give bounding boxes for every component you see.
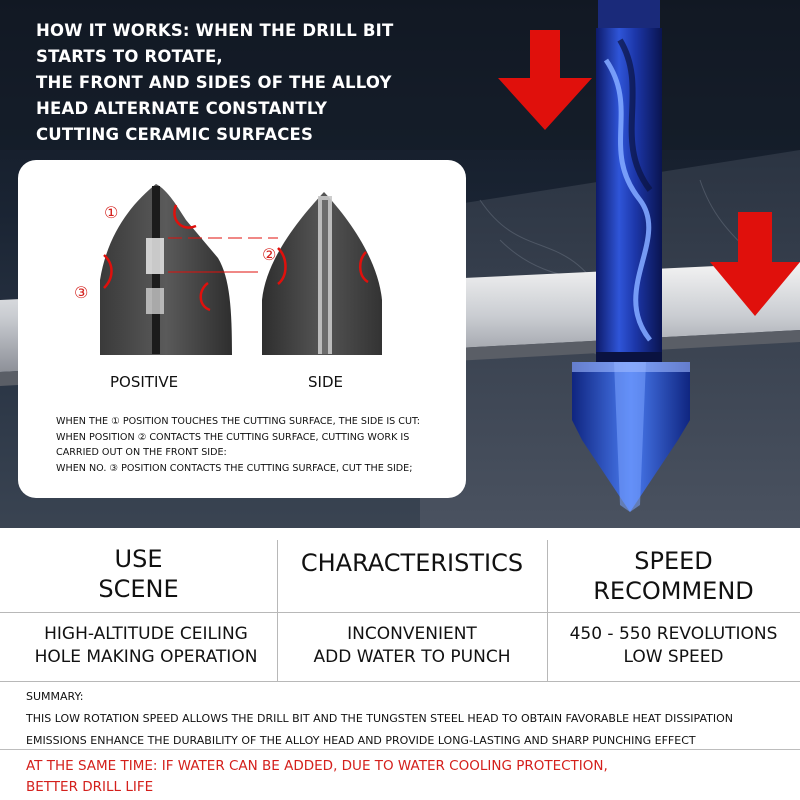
diagram-notes [56,414,466,476]
value-line: 450 - 550 REVOLUTIONS [569,624,778,644]
headline-line: HOW IT WORKS: WHEN THE DRILL BIT [36,21,394,40]
table-divider [0,681,800,682]
summary-divider [0,749,800,750]
note-line: WHEN THE ① POSITION TOUCHES THE CUTTING SURFACE, THE SIDE IS CUT: [56,416,421,427]
marker-1: ① [104,203,119,222]
note-line: CARRIED OUT ON THE FRONT SIDE: [56,447,227,458]
headline [36,18,506,148]
header-line: RECOMMEND [593,577,754,605]
note-line: WHEN POSITION ② CONTACTS THE CUTTING SURFACE, CUTTING WORK IS [56,431,410,443]
table-divider [0,612,800,613]
summary-line: THIS LOW ROTATION SPEED ALLOWS THE DRILL BIT AND THE TUNGSTEN STEEL HEAD TO OBTAIN FAVORABLE HEAT DISSIPATION [26,712,733,725]
value-line: LOW SPEED [623,647,724,667]
summary-block [26,686,786,752]
value-line: ADD WATER TO PUNCH [313,647,511,667]
note-line: WHEN NO. ③ POSITION CONTACTS THE CUTTING SURFACE, CUT THE SIDE; [56,462,413,474]
warning-block [26,756,786,798]
marker-3: ③ [74,283,89,302]
header-speed-recommend [547,546,800,606]
summary-line: EMISSIONS ENHANCE THE DURABILITY OF THE ALLOY HEAD AND PROVIDE LONG-LASTING AND SHARP PUNCHING EFFECT [26,734,696,747]
header-use-scene [0,544,277,604]
value-line: HIGH-ALTITUDE CEILING [44,624,248,644]
side-view [262,192,382,355]
header-line: SCENE [98,575,179,603]
label-positive: POSITIVE [110,373,179,391]
value-use-scene [0,623,292,669]
label-side: SIDE [308,373,343,391]
header-line: USE [114,545,163,573]
warning-line: AT THE SAME TIME: IF WATER CAN BE ADDED, DUE TO WATER COOLING PROTECTION, [26,758,608,774]
headline-line: HEAD ALTERNATE CONSTANTLY [36,99,328,118]
headline-line: CUTTING CERAMIC SURFACES [36,125,314,144]
headline-line: STARTS TO ROTATE, [36,47,223,66]
value-characteristics [277,623,547,669]
header-line: CHARACTERISTICS [300,549,524,577]
summary-title: SUMMARY: [26,690,84,703]
marker-2: ② [262,245,277,264]
positive-view [100,184,232,355]
header-characteristics [277,548,547,578]
value-speed [547,623,800,669]
headline-line: THE FRONT AND SIDES OF THE ALLOY [36,73,392,92]
header-line: SPEED [634,547,713,575]
diagram-card [18,160,466,498]
value-line: HOLE MAKING OPERATION [34,647,258,667]
value-line: INCONVENIENT [347,624,477,644]
warning-line: BETTER DRILL LIFE [26,779,154,795]
